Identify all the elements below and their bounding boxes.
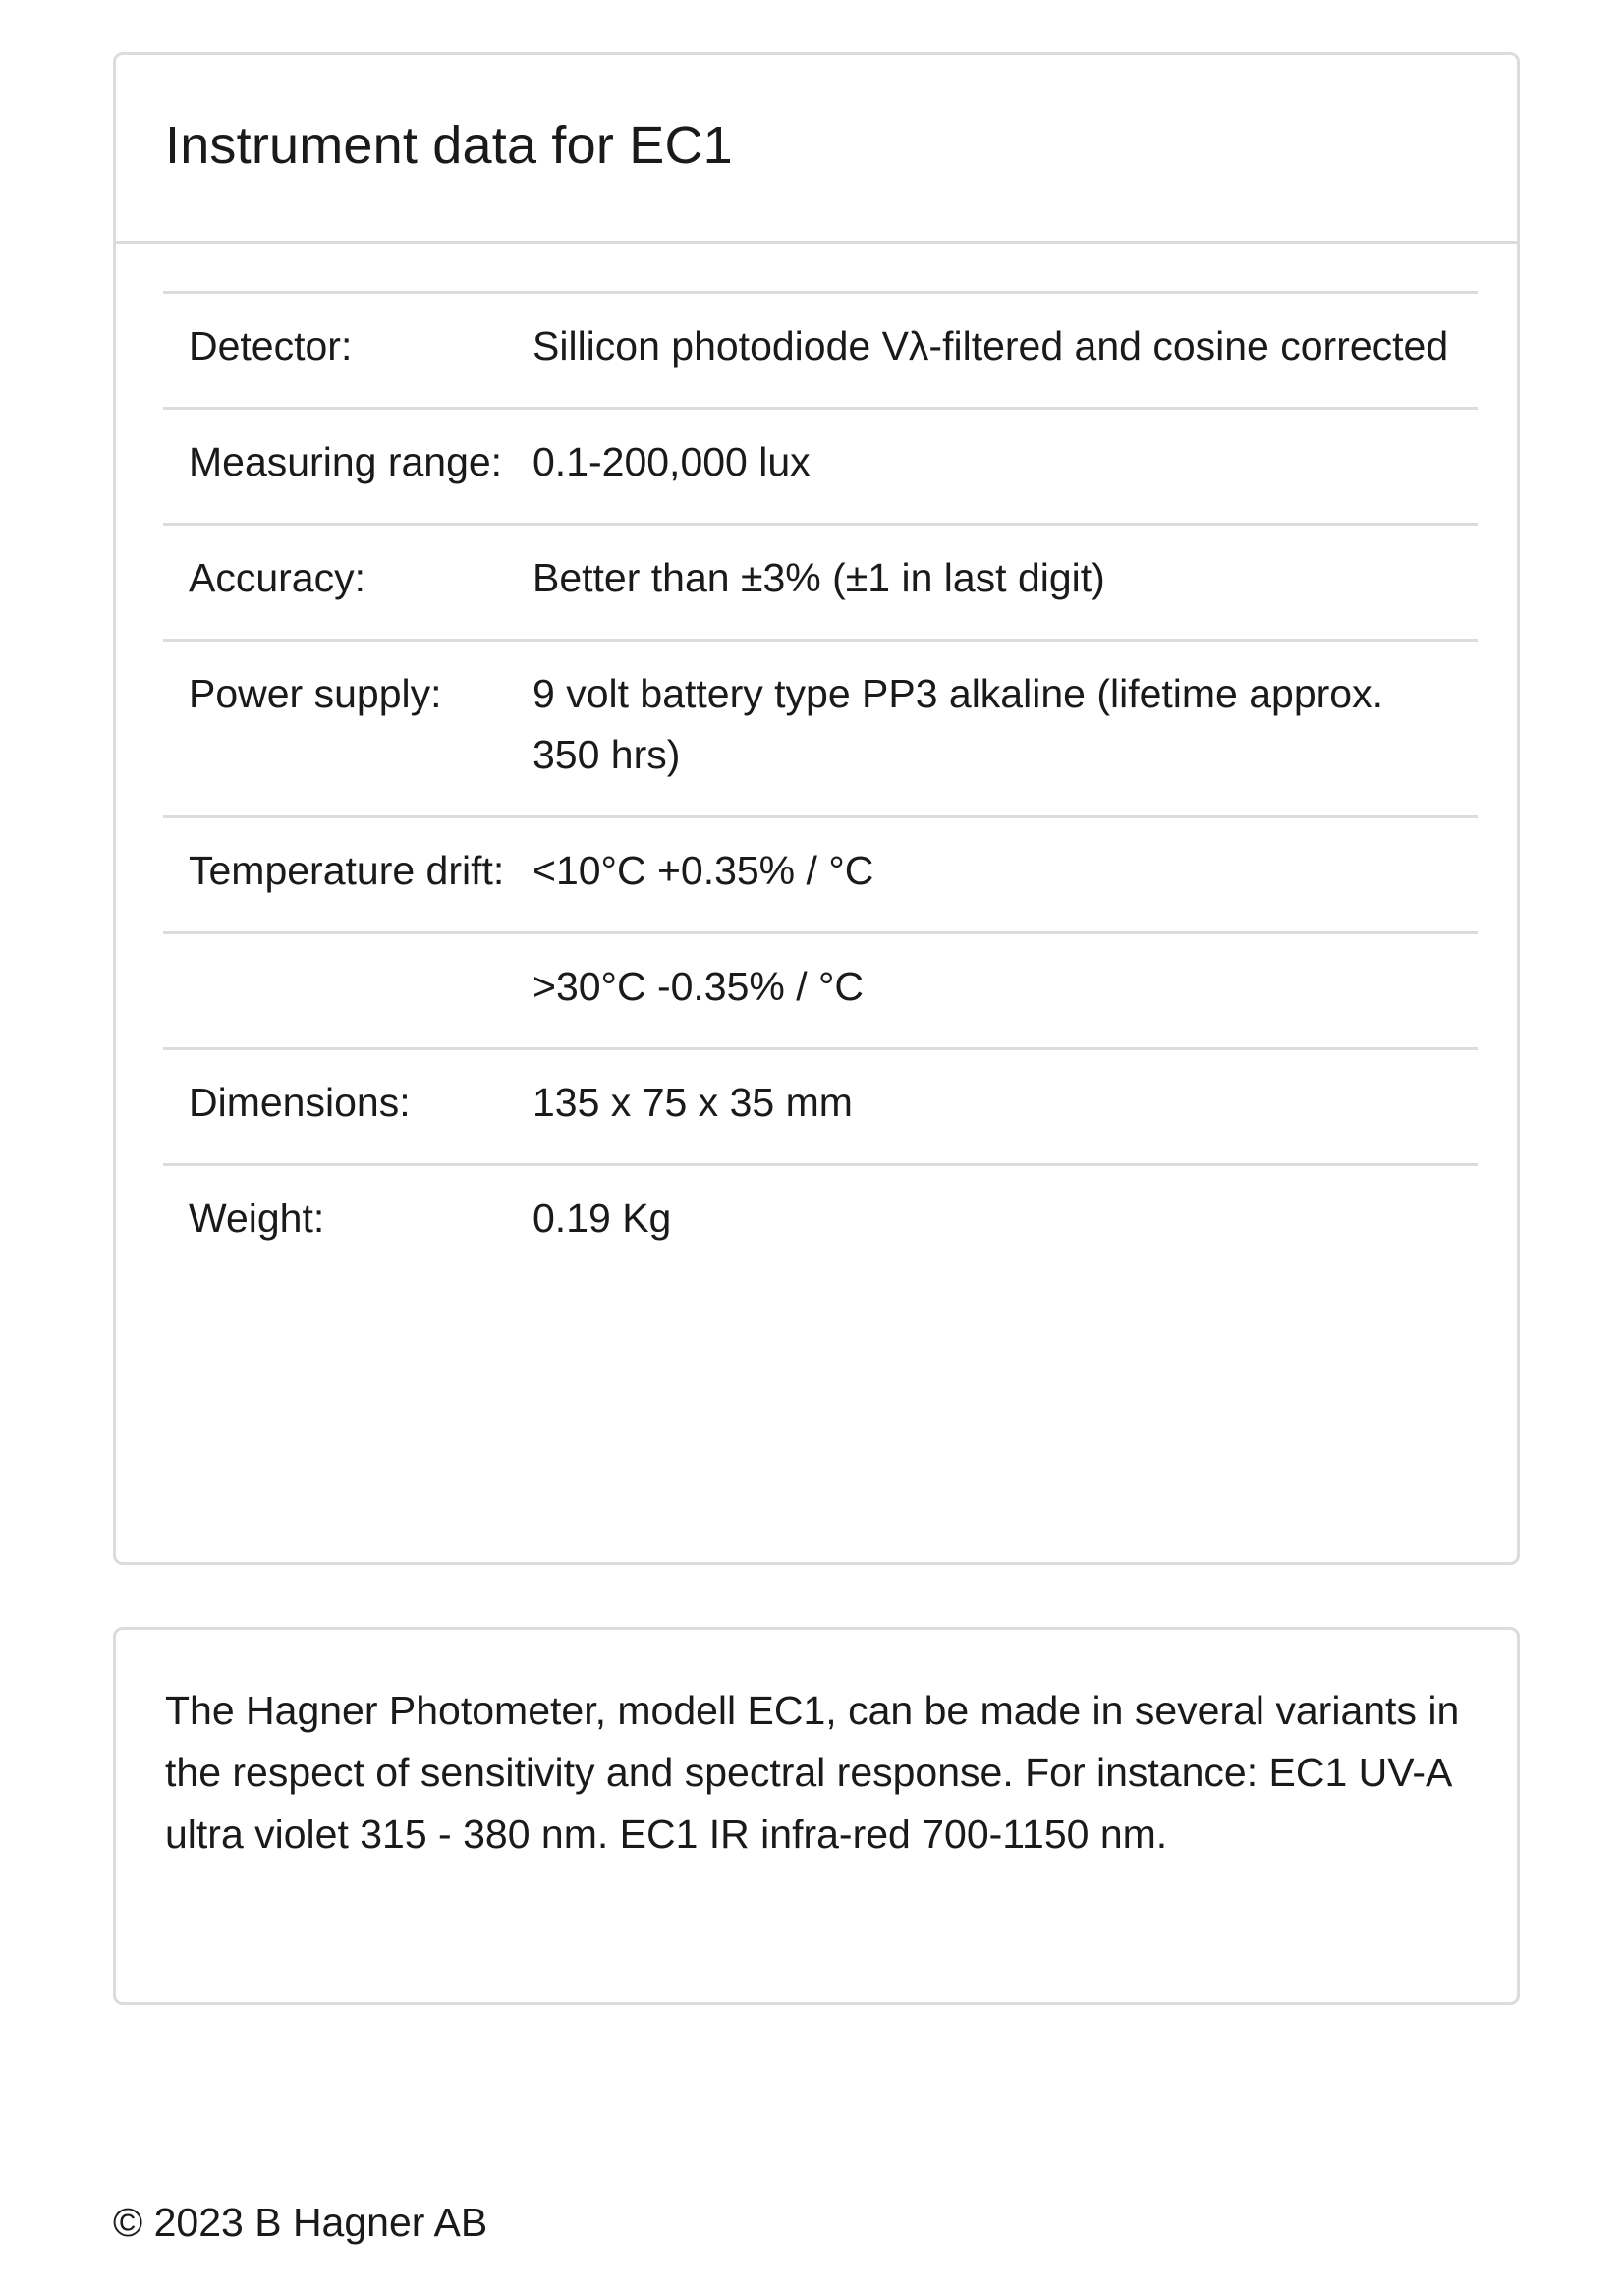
spec-label-accuracy: Accuracy: <box>189 555 365 600</box>
spec-value-detector: Sillicon photodiode Vλ-filtered and cosine corrected <box>532 323 1449 368</box>
spec-value-accuracy: Better than ±3% (±1 in last digit) <box>532 555 1105 600</box>
instrument-data-card <box>113 52 1520 1565</box>
spec-label-dimensions: Dimensions: <box>189 1080 411 1125</box>
variants-note-text: The Hagner Photometer, modell EC1, can be made in several variants in the respect of sensitivity and spectral response. For instance: EC1 UV-A ultra violet 315 - 380 nm. EC1 IR infra-red 700-1150 nm. <box>165 1688 1460 1857</box>
table-row <box>163 1049 1478 1165</box>
copyright-footer: © 2023 B Hagner AB <box>113 2200 488 2245</box>
variants-note-card <box>113 1627 1520 2005</box>
spec-label-empty <box>163 933 532 1049</box>
spec-value-measuring-range: 0.1-200,000 lux <box>532 439 811 484</box>
card-title: Instrument data for EC1 <box>165 115 733 175</box>
table-row <box>163 409 1478 525</box>
table-row <box>163 933 1478 1049</box>
spec-label-detector: Detector: <box>189 323 353 368</box>
table-row <box>163 293 1478 409</box>
spec-value-temperature-drift-low: <10°C +0.35% / °C <box>532 848 874 893</box>
table-row <box>163 641 1478 817</box>
spec-value-temperature-drift-high: >30°C -0.35% / °C <box>532 964 865 1009</box>
spec-label-temperature-drift: Temperature drift: <box>189 848 505 893</box>
spec-label-measuring-range: Measuring range: <box>189 439 503 484</box>
card-header <box>116 55 1517 244</box>
spec-table <box>163 291 1478 1279</box>
spec-label-weight: Weight: <box>189 1196 325 1241</box>
spec-value-weight: 0.19 Kg <box>532 1196 672 1241</box>
spec-value-dimensions: 135 x 75 x 35 mm <box>532 1080 853 1125</box>
table-row <box>163 1165 1478 1280</box>
table-row <box>163 817 1478 933</box>
spec-label-power-supply: Power supply: <box>189 671 442 716</box>
table-row <box>163 525 1478 641</box>
spec-value-power-supply: 9 volt battery type PP3 alkaline (lifetime approx. 350 hrs) <box>532 671 1383 777</box>
